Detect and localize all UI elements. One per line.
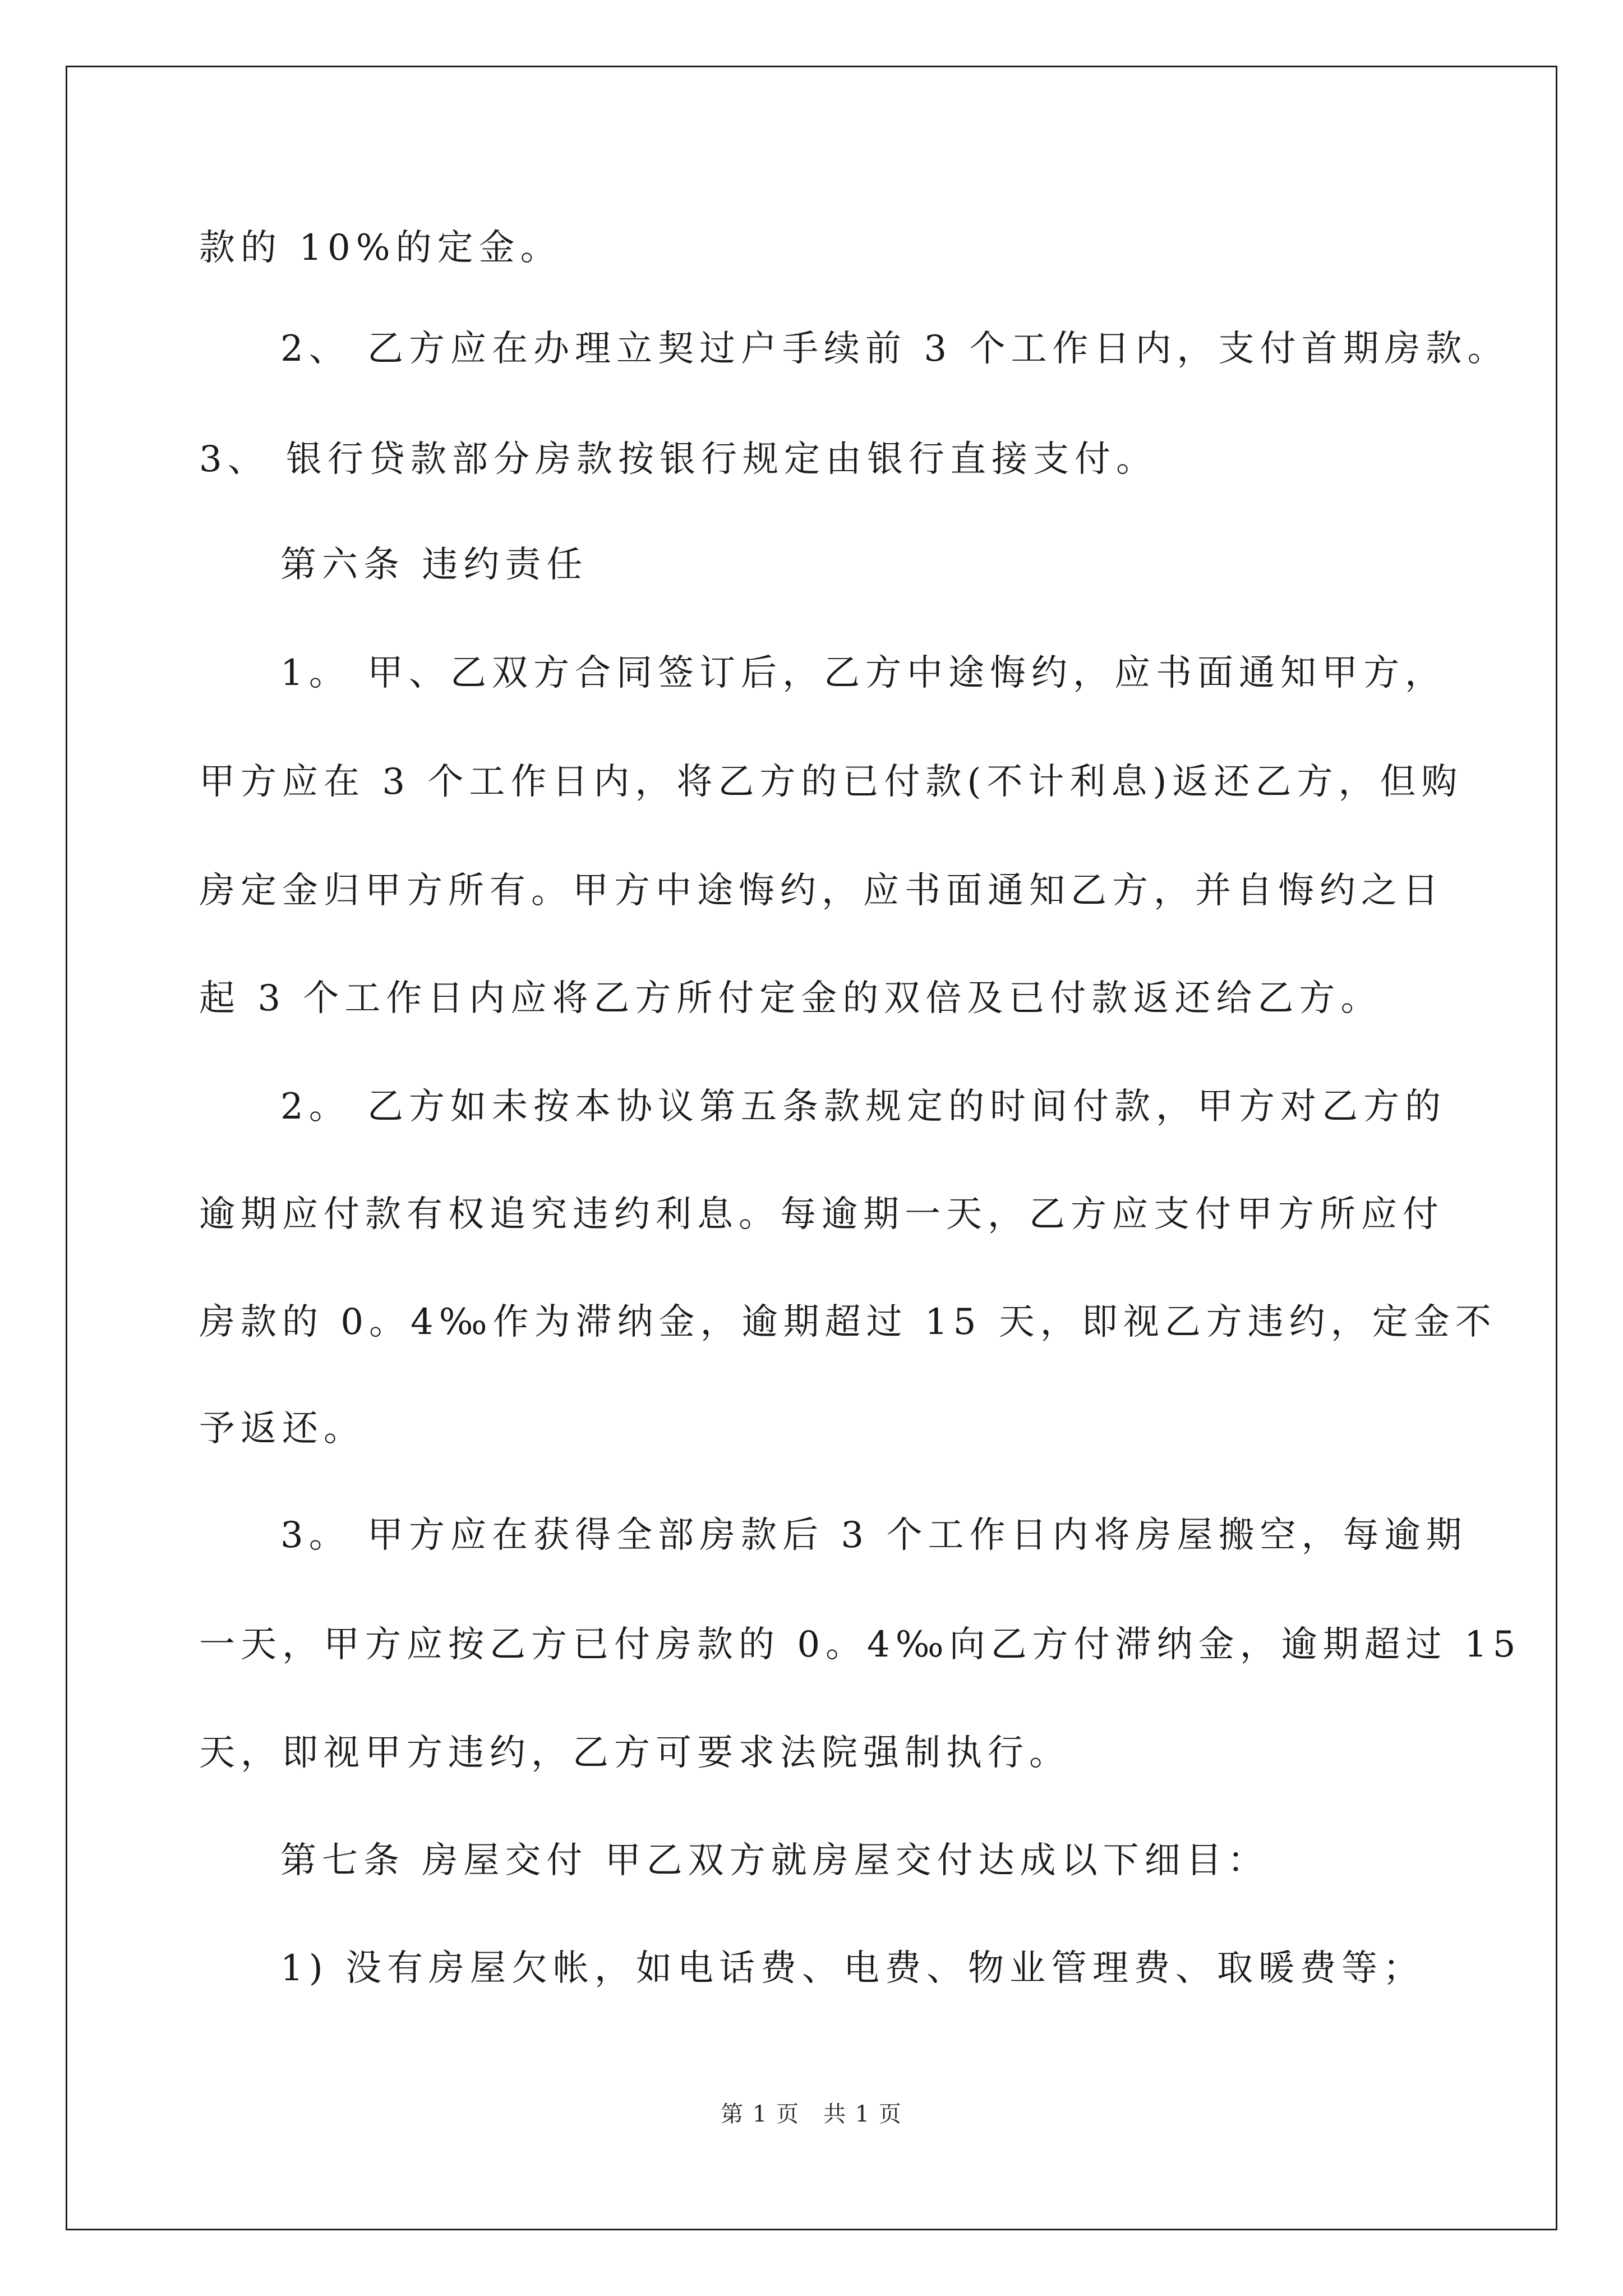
text-line: 起 3 个工作日内应将乙方所付定金的双倍及已付款返还给乙方。 [199, 978, 1382, 1019]
text-line: 2、 乙方应在办理立契过户手续前 3 个工作日内，支付首期房款。 [280, 328, 1509, 370]
text-line: 甲方应在 3 个工作日内，将乙方的已付款(不计利息)返还乙方，但购 [199, 761, 1463, 803]
page-footer: 第 1 页 共 1 页 [721, 2101, 902, 2127]
text-line: 一天，甲方应按乙方已付房款的 0。4‰向乙方付滞纳金，逾期超过 15 [199, 1624, 1521, 1665]
text-line: 3。 甲方应在获得全部房款后 3 个工作日内将房屋搬空，每逾期 [280, 1515, 1468, 1556]
text-line: 款的 10%的定金。 [199, 227, 562, 269]
text-line: 2。 乙方如未按本协议第五条款规定的时间付款，甲方对乙方的 [280, 1086, 1447, 1128]
text-line: 房定金归甲方所有。甲方中途悔约，应书面通知乙方，并自悔约之日 [199, 870, 1444, 912]
text-line: 天，即视甲方违约，乙方可要求法院强制执行。 [199, 1732, 1071, 1774]
section-heading: 第六条 违约责任 [280, 544, 588, 586]
text-line: 1) 没有房屋欠帐，如电话费、电费、物业管理费、取暖费等； [280, 1948, 1425, 1989]
text-line: 房款的 0。4‰作为滞纳金，逾期超过 15 天，即视乙方违约，定金不 [199, 1301, 1497, 1343]
text-line: 逾期应付款有权追究违约利息。每逾期一天，乙方应支付甲方所应付 [199, 1194, 1444, 1235]
text-line: 予返还。 [199, 1408, 365, 1450]
section-heading: 第七条 房屋交付 甲乙双方就房屋交付达成以下细目： [280, 1840, 1269, 1881]
text-line: 1。 甲、乙双方合同签订后，乙方中途悔约，应书面通知甲方， [280, 652, 1447, 694]
text-line: 3、 银行贷款部分房款按银行规定由银行直接支付。 [199, 439, 1158, 480]
